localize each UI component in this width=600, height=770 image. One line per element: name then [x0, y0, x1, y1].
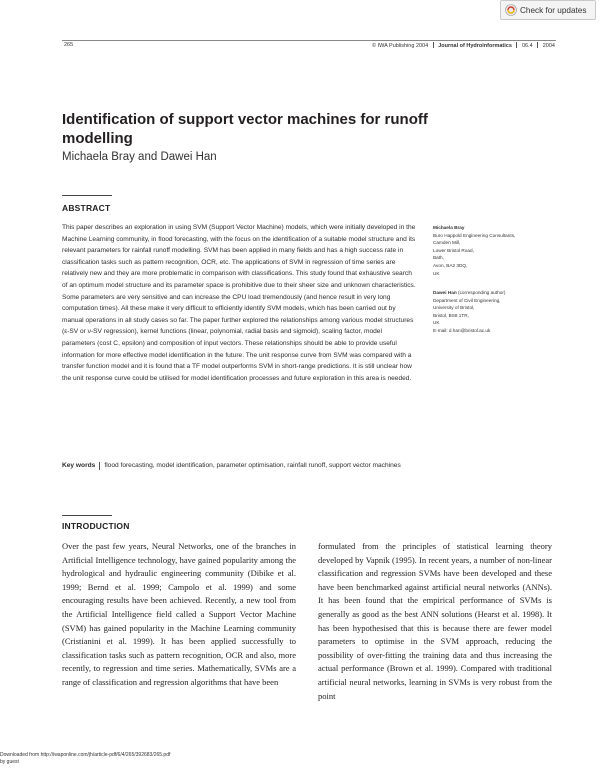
header-separator — [516, 42, 517, 48]
keywords-label: Key words — [62, 462, 96, 469]
introduction-column-1: Over the past few years, Neural Networks, one of the branches in Artificial Intelligence technology, have gained popularity among the hydrological and hydraulic engineering community (Dibike et al. 1999; Bernd et al. 1999; Campolo et al. 1999) and some encouraging results have been achieved. Recently, a new tool from the Artificial Intelligence field called a Support Vector Machine (SVM) has gained popularity in the Machine Learning community (Cristianini et al. 1999). It has been applied successfully to classification tasks such as pattern recognition, OCR and also, more recently, to regression and time series. Mathematically, SVMs are a range of classification and regression algorithms that have been — [62, 541, 296, 687]
page-number: 265 — [64, 42, 74, 48]
introduction-column-2: formulated from the principles of statistical learning theory developed by Vapnik (1995). In recent years, a number of non-linear classification and regression SVMs have been developed and these have been benchmarked against artificial neural networks (ANNs). It has been found that the empirical performance of SVMs is generally as good as the best ANN solutions (Hearst et al. 1998). It has been hypothesised that this is because there are fewer model parameters to optimise in the SVM approach, reducing the possibility of over-fitting the training data and thus increasing the actual performance (Brown et al. 1999). Compared with traditional artificial neural networks, learning in SVMs is very robust from the point — [318, 541, 552, 701]
keywords-separator — [99, 462, 100, 470]
introduction-rule — [62, 515, 112, 516]
footer-guest: by guest — [0, 759, 19, 765]
copyright: © IWA Publishing 2004 — [372, 43, 429, 49]
header-separator — [537, 42, 538, 48]
affiliation-email[interactable]: E-mail: d.han@bristol.ac.uk — [433, 327, 491, 333]
header-separator — [433, 42, 434, 48]
update-check-icon — [505, 4, 517, 16]
affiliation-line: Bath, — [433, 255, 444, 261]
check-for-updates-button[interactable] — [500, 0, 596, 20]
footer-download-link[interactable]: Downloaded from http://iwaponline.com/jh/article-pdf/6/4/265/392683/265.pdf — [0, 752, 171, 758]
article-authors: Michaela Bray and Dawei Han — [62, 151, 217, 163]
affiliation-name-row — [433, 289, 563, 297]
affiliation-role: (corresponding author) — [456, 290, 506, 295]
affiliation-line: Bristol, BS8 1TR, — [433, 312, 469, 318]
abstract-rule — [62, 195, 112, 196]
affiliation-line: UK — [433, 320, 440, 326]
affiliation-name: Michaela Bray — [433, 225, 465, 230]
journal-year: 2004 — [542, 43, 555, 49]
affiliation-line: Lower Bristol Road, — [433, 247, 474, 253]
affiliation-han — [433, 289, 563, 335]
affiliation-line: UK — [433, 270, 440, 276]
affiliation-line: Avon, BA2 3DQ, — [433, 262, 468, 268]
check-for-updates-label: Check for updates — [520, 5, 587, 15]
download-footer — [0, 752, 170, 766]
affiliation-name: Dawei Han — [433, 290, 457, 295]
keywords-text: flood forecasting, model identification, parameter optimisation, rainfall runoff, support vector machines — [104, 462, 401, 469]
keywords — [62, 460, 422, 472]
introduction-heading: INTRODUCTION — [62, 521, 130, 531]
abstract-text: This paper describes an exploration in using SVM (Support Vector Machine) models, which were initially developed in the Machine Learning community, in flood forecasting, with the focus on the identification of a suitable model structure and its relevant parameters for rainfall runoff modelling. SVM has been applied in many fields and has a high success rate in classification tasks such as pattern recognition, OCR, etc. The applications of SVM in regression of time series are relatively new and they are more problematic in comparison with classifications. This study found that exhaustive search of an optimum model structure and its parameter space is prohibitive due to their sheer size and unknown characteristics. Some parameters are very sensitive and can increase the CPU load tremendously (and hence result in very long computation times). All these make it very difficult to efficiently identify SVM models, which has been carried out by manual operations in all study cases so far. The paper further explored the relationships among various model structures (ε-SV or ν-SV regression), kernel functions (linear, polynomial, radial basis and sigmoid), scaling factor, model parameters (cost C, epsilon) and composition of input vectors. These relationships should be able to provide useful information for more effective model identification in the future. The unit response curve from SVM was compared with a transfer function model and it is found that a TF model outperforms SVM in short-range predictions. It is still unclear how the unit response curve could be utilised for model identification processes and future exploration in this area is needed. — [62, 224, 416, 382]
journal-issue: 06.4 — [521, 43, 533, 49]
header-rule — [62, 40, 556, 41]
affiliation-line: Buro Happold Engineering Consultants, — [433, 232, 516, 238]
affiliation-line: Camden Mill, — [433, 240, 461, 246]
affiliation-bray — [433, 224, 563, 277]
affiliation-line: University of Bristol, — [433, 305, 475, 311]
journal-header — [372, 42, 555, 49]
affiliation-line: Department of Civil Engineering, — [433, 297, 501, 303]
abstract-heading: ABSTRACT — [62, 203, 111, 213]
journal-name: Journal of Hydroinformatics — [438, 43, 512, 49]
article-title: Identification of support vector machines for runoff modelling — [62, 111, 428, 147]
